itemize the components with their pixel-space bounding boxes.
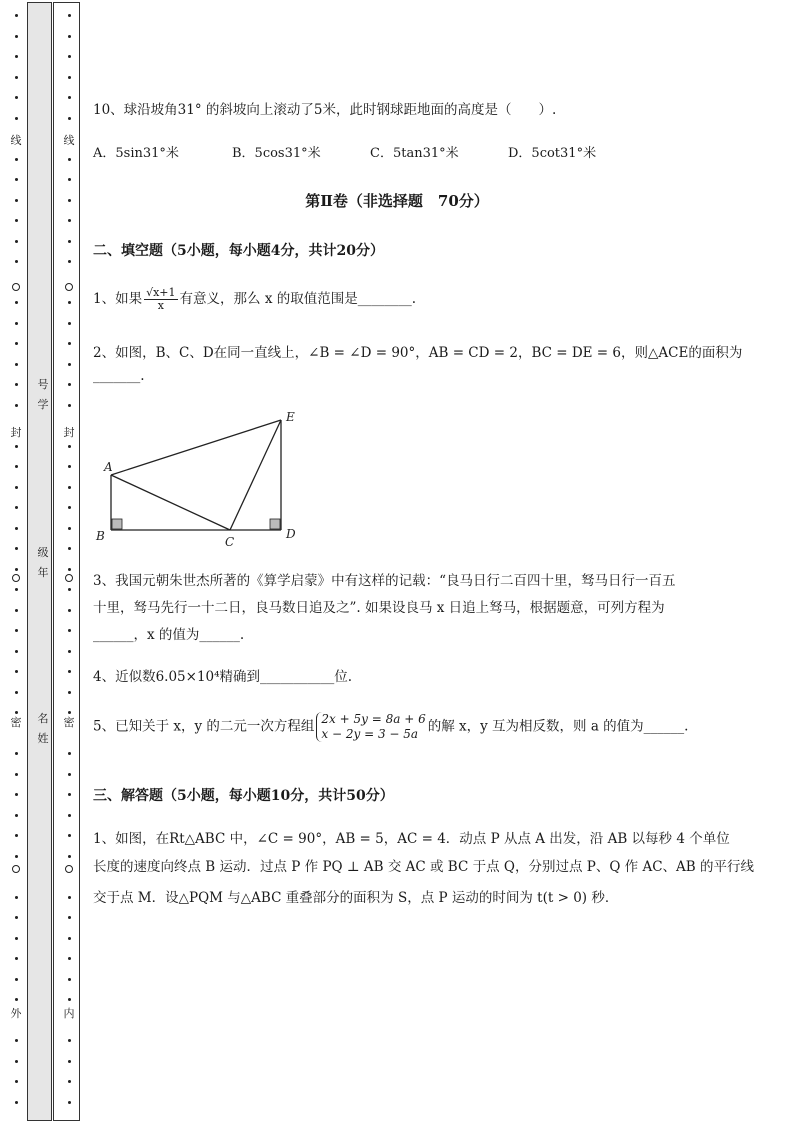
margin-ring [65, 283, 73, 291]
fill-question-5 [93, 712, 773, 742]
point-b-label: B [96, 529, 105, 543]
margin-dot [15, 363, 18, 366]
triangle-figure [90, 405, 310, 550]
solve-question-1-line-3: 交于点 M．设△PQM 与△ABC 重叠部分的面积为 S，点 P 运动的时间为 t(t > 0) 秒． [93, 890, 619, 906]
margin-mark-char: 封 [10, 426, 22, 439]
fill-q5-equation-system [316, 712, 425, 742]
margin-dot [68, 76, 71, 79]
margin-dot [15, 650, 18, 653]
margin-dot [15, 670, 18, 673]
margin-dot [68, 670, 71, 673]
margin-dot [15, 1060, 18, 1063]
margin-dot [68, 937, 71, 940]
margin-dot [15, 527, 18, 530]
fill-question-2-line-1: 2、如图，B、C、D在同一直线上，∠B = ∠D = 90°，AB = CD = 2，BC = DE = 6，则△ACE的面积为 [93, 345, 743, 361]
solve-section-heading: 三、解答题（5小题，每小题10分，共计50分） [93, 788, 394, 804]
margin-dot [68, 978, 71, 981]
margin-dot [68, 465, 71, 468]
margin-dot [68, 178, 71, 181]
q10-option-d: D．5cot31°米 [508, 146, 597, 161]
margin-dot [15, 547, 18, 550]
fill-q5-equation-1: 2x + 5y = 8a + 6 [321, 712, 426, 726]
margin-ring [12, 865, 20, 873]
margin-dot [68, 896, 71, 899]
margin-dot [68, 14, 71, 17]
margin-dot [68, 855, 71, 858]
margin-dot [15, 117, 18, 120]
margin-dot [15, 773, 18, 776]
inner-strip [53, 2, 80, 1121]
margin-dot [68, 404, 71, 407]
margin-dot [15, 568, 18, 571]
margin-dot [68, 834, 71, 837]
margin-dot [68, 752, 71, 755]
margin-mark-char: 线 [10, 134, 22, 147]
margin-dot [15, 55, 18, 58]
segment-ac [111, 475, 230, 530]
margin-dot [68, 322, 71, 325]
margin-mark-char: 内 [63, 1007, 75, 1020]
margin-dot [15, 219, 18, 222]
fill-q5-equation-2: x − 2y = 3 − 5a [321, 727, 419, 741]
margin-dot [68, 711, 71, 714]
margin-dot [68, 814, 71, 817]
margin-dot [15, 814, 18, 817]
margin-ring [65, 865, 73, 873]
margin-dot [15, 178, 18, 181]
point-d-label: D [286, 527, 296, 541]
margin-dot [68, 35, 71, 38]
fill-question-3-line-3: ______，x 的值为______. [93, 627, 245, 643]
margin-dot [15, 383, 18, 386]
margin-dot [15, 465, 18, 468]
margin-dot [68, 96, 71, 99]
margin-dot [68, 547, 71, 550]
margin-dot [15, 957, 18, 960]
fill-q1-suffix: 有意义，那么 x 的取值范围是________. [179, 291, 417, 307]
q10-option-b: B．5cos31°米 [232, 146, 321, 161]
margin-dot [15, 629, 18, 632]
part-2-title: 第Ⅱ卷（非选择题 70分） [305, 192, 489, 210]
margin-dot [68, 1039, 71, 1042]
margin-dot [68, 506, 71, 509]
margin-dot [68, 609, 71, 612]
margin-dot [15, 855, 18, 858]
fill-q1-denominator: x [157, 299, 164, 312]
margin-ring [65, 574, 73, 582]
margin-dot [15, 1101, 18, 1104]
fill-section-heading: 二、填空题（5小题，每小题4分，共计20分） [93, 243, 384, 259]
margin-dot [68, 650, 71, 653]
margin-dot [15, 916, 18, 919]
margin-dot [68, 158, 71, 161]
margin-dot [15, 486, 18, 489]
margin-mark-char: 外 [10, 1007, 22, 1020]
fill-question-3-line-2: 十里，驽马先行一十二日，良马数日追及之”. 如果设良马 x 日追上驽马，根据题意，可列方程为 [93, 600, 665, 616]
margin-dot [68, 260, 71, 263]
segment-ae [111, 420, 281, 475]
field-label-grade-top: 级 [37, 546, 49, 559]
margin-dot [68, 998, 71, 1001]
fill-question-3-line-1: 3、我国元朝朱世杰所著的《算学启蒙》中有这样的记载：“良马日行二百四十里，驽马日行一百五 [93, 573, 676, 589]
margin-dot [68, 55, 71, 58]
margin-dot [15, 752, 18, 755]
margin-dot [15, 506, 18, 509]
right-angle-mark-b [112, 519, 122, 529]
margin-dot [15, 404, 18, 407]
fill-q1-fraction [144, 287, 177, 312]
point-a-label: A [104, 460, 113, 474]
field-label-id-top: 号 [37, 378, 49, 391]
margin-dot [15, 1080, 18, 1083]
field-label-name-bottom: 姓 [37, 732, 49, 745]
margin-dot [15, 158, 18, 161]
margin-dot [68, 957, 71, 960]
margin-dot [68, 363, 71, 366]
margin-dot [15, 1039, 18, 1042]
margin-dot [68, 240, 71, 243]
margin-dot [15, 301, 18, 304]
margin-dot [15, 342, 18, 345]
margin-dot [15, 96, 18, 99]
margin-dot [15, 76, 18, 79]
margin-dot [15, 609, 18, 612]
fill-q5-suffix: 的解 x，y 互为相反数，则 a 的值为______. [427, 718, 689, 735]
margin-dot [68, 486, 71, 489]
margin-dot [68, 219, 71, 222]
margin-dot [68, 1080, 71, 1083]
margin-dot [15, 445, 18, 448]
point-c-label: C [225, 535, 235, 549]
margin-dot [68, 691, 71, 694]
margin-dot [68, 1060, 71, 1063]
margin-dot [15, 834, 18, 837]
fill-q1-prefix: 1、如果 [93, 291, 143, 307]
fill-q1-numerator: √x+1 [146, 286, 176, 299]
margin-dot [68, 773, 71, 776]
margin-dot [15, 978, 18, 981]
margin-dot [68, 117, 71, 120]
margin-dot [68, 1101, 71, 1104]
margin-dot [15, 322, 18, 325]
point-e-label: E [286, 410, 295, 424]
margin-dot [15, 240, 18, 243]
margin-dot [15, 896, 18, 899]
field-label-grade-bottom: 年 [37, 566, 49, 579]
question-10: 10、球沿坡角31° 的斜坡向上滚动了5米，此时钢球距地面的高度是（ ）. [93, 102, 557, 118]
margin-dot [15, 793, 18, 796]
margin-ring [12, 574, 20, 582]
margin-dot [15, 260, 18, 263]
margin-dot [68, 342, 71, 345]
margin-mark-char: 密 [63, 716, 75, 729]
fill-q5-prefix: 5、已知关于 x，y 的二元一次方程组 [93, 718, 315, 735]
fill-question-2-line-2: _______. [93, 368, 145, 384]
margin-dot [68, 445, 71, 448]
margin-dot [15, 35, 18, 38]
margin-dot [68, 383, 71, 386]
margin-dot [15, 998, 18, 1001]
fill-question-1 [93, 287, 773, 312]
margin-mark-char: 密 [10, 716, 22, 729]
right-angle-mark-d [270, 519, 280, 529]
margin-dot [15, 691, 18, 694]
margin-dot [15, 711, 18, 714]
margin-dot [68, 793, 71, 796]
margin-mark-char: 线 [63, 134, 75, 147]
q10-option-c: C．5tan31°米 [370, 146, 459, 161]
margin-dot [15, 937, 18, 940]
margin-dot [68, 568, 71, 571]
margin-dot [68, 629, 71, 632]
margin-dot [68, 301, 71, 304]
q10-option-a: A．5sin31°米 [93, 146, 179, 161]
field-label-name-top: 名 [37, 712, 49, 725]
margin-dot [68, 916, 71, 919]
segment-ce [230, 420, 281, 530]
margin-dot [68, 527, 71, 530]
margin-ring [12, 283, 20, 291]
field-label-id-bottom: 学 [37, 398, 49, 411]
student-info-strip [27, 2, 52, 1121]
margin-dot [15, 14, 18, 17]
margin-dot [68, 588, 71, 591]
solve-question-1-line-1: 1、如图，在Rt△ABC 中，∠C = 90°，AB = 5，AC = 4．动点 P 从点 A 出发，沿 AB 以每秒 4 个单位 [93, 831, 730, 847]
margin-dot [15, 588, 18, 591]
fill-question-4: 4、近似数6.05×10⁴精确到___________位. [93, 669, 353, 685]
margin-mark-char: 封 [63, 426, 75, 439]
solve-question-1-line-2: 长度的速度向终点 B 运动．过点 P 作 PQ ⊥ AB 交 AC 或 BC 于点 Q，分别过点 P、Q 作 AC、AB 的平行线 [93, 859, 755, 875]
